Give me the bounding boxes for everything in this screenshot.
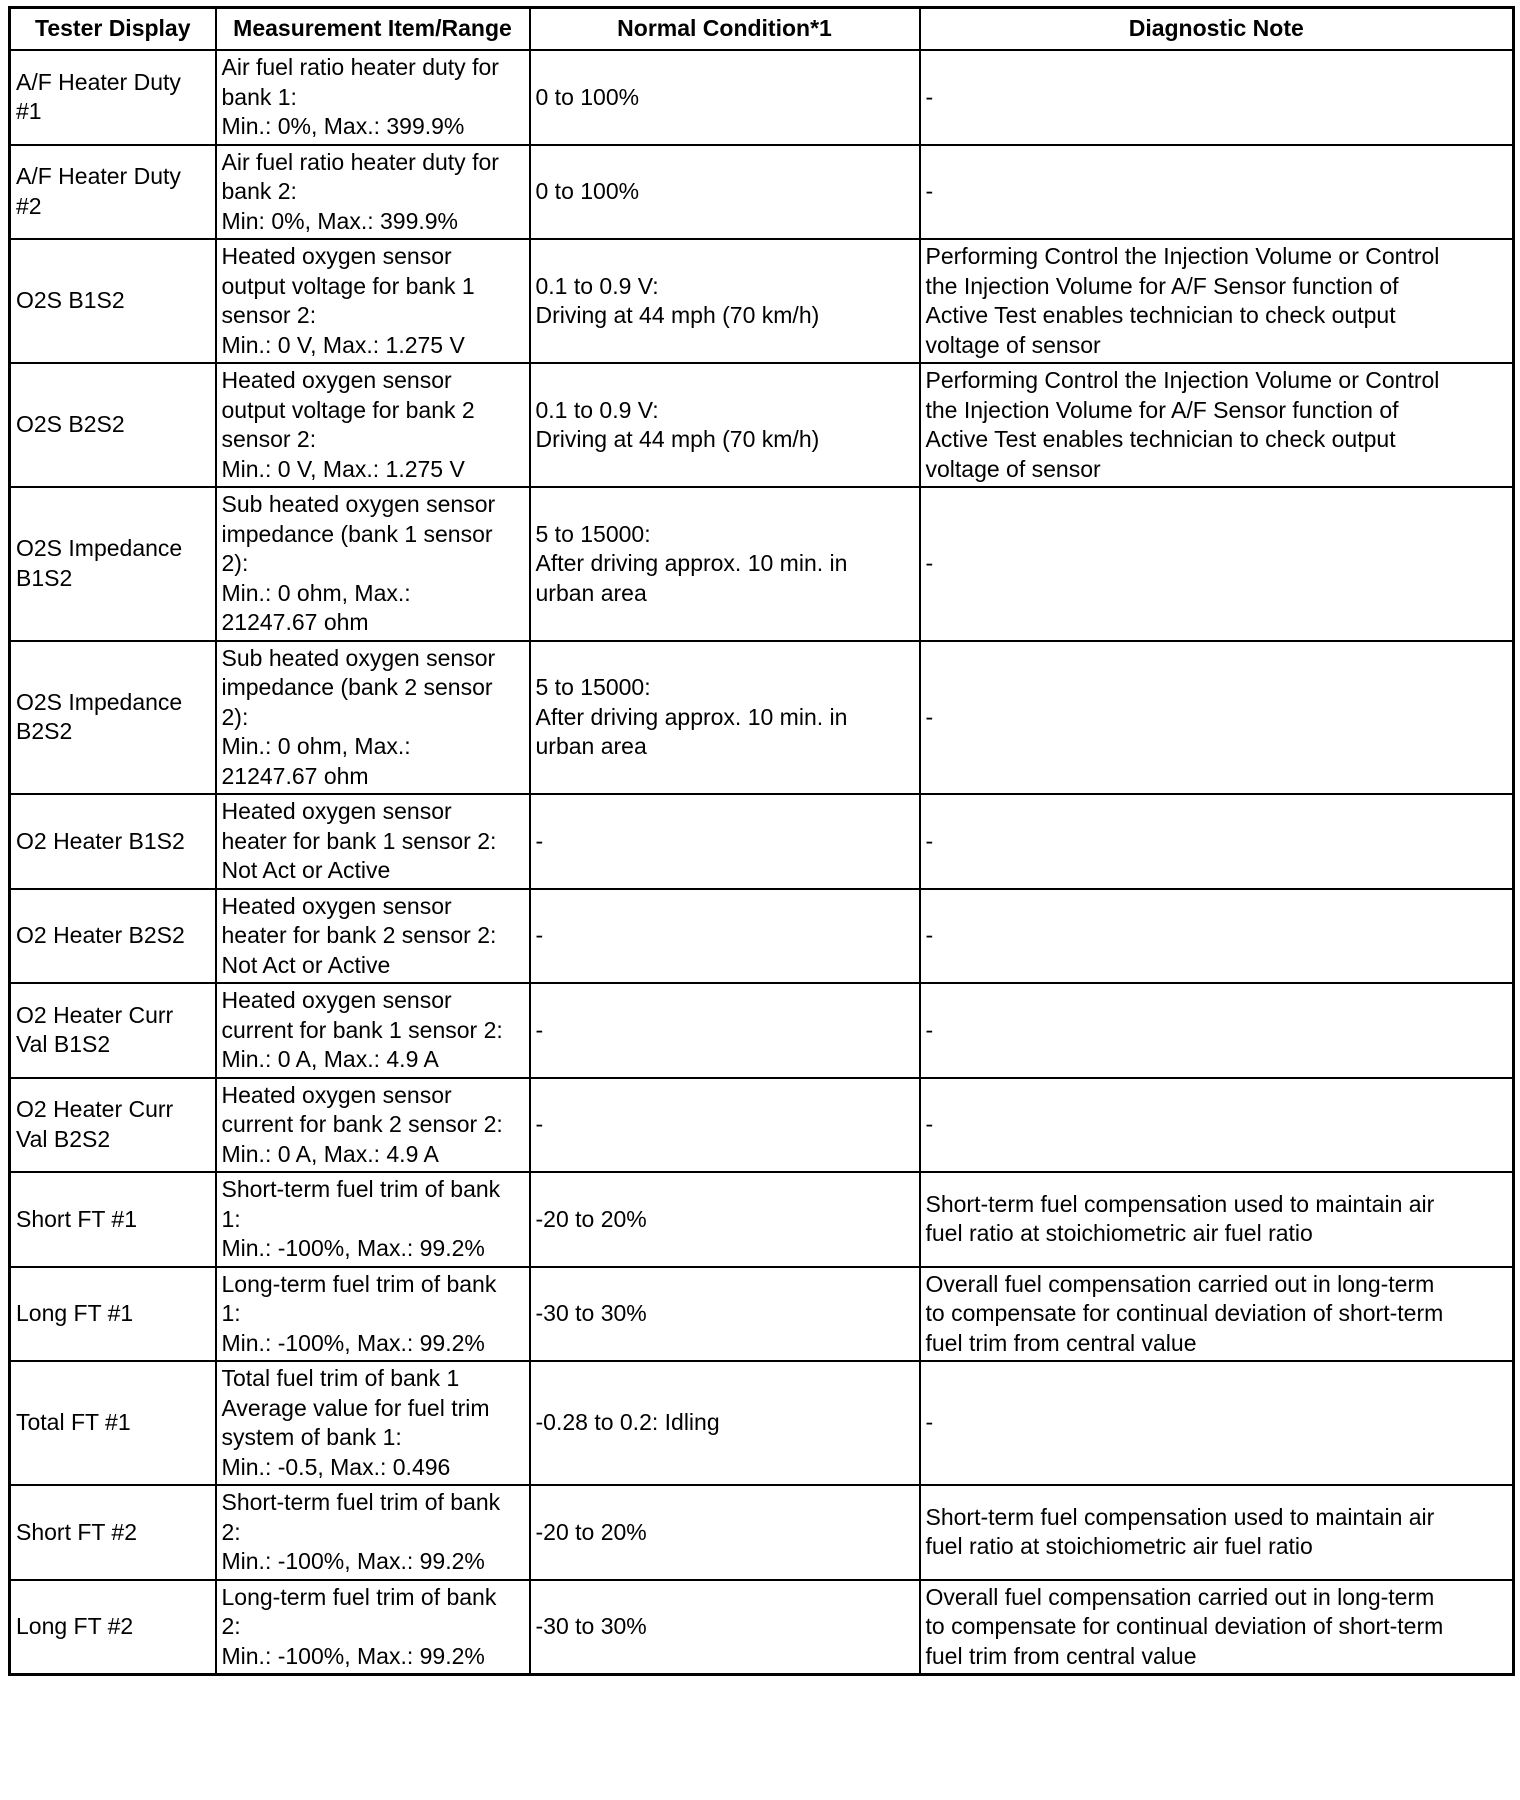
cell-normal-condition: -0.28 to 0.2: Idling: [530, 1361, 920, 1485]
header-row: [10, 8, 1514, 51]
cell-diagnostic-note: -: [920, 487, 1514, 641]
cell-measurement: Air fuel ratio heater duty for bank 2: Min: 0%, Max.: 399.9%: [216, 145, 530, 240]
cell-tester-display: O2 Heater B2S2: [10, 889, 216, 984]
data-list-table: [8, 6, 1515, 1676]
cell-measurement: Total fuel trim of bank 1 Average value for fuel trim system of bank 1: Min.: -0.5, Max.: 0.496: [216, 1361, 530, 1485]
cell-measurement: Heated oxygen sensor output voltage for bank 1 sensor 2: Min.: 0 V, Max.: 1.275 V: [216, 239, 530, 363]
cell-measurement: Long-term fuel trim of bank 2: Min.: -100%, Max.: 99.2%: [216, 1580, 530, 1675]
table-row: [10, 1485, 1514, 1580]
cell-normal-condition: 0.1 to 0.9 V: Driving at 44 mph (70 km/h): [530, 239, 920, 363]
cell-diagnostic-note: Overall fuel compensation carried out in long-term to compensate for continual deviation of short-term fuel trim from central value: [920, 1267, 1514, 1362]
cell-diagnostic-note: -: [920, 145, 1514, 240]
cell-normal-condition: -: [530, 889, 920, 984]
header-diagnostic-note: Diagnostic Note: [920, 8, 1514, 51]
cell-normal-condition: -30 to 30%: [530, 1267, 920, 1362]
cell-tester-display: O2S B1S2: [10, 239, 216, 363]
table-row: [10, 794, 1514, 889]
cell-normal-condition: 0.1 to 0.9 V: Driving at 44 mph (70 km/h): [530, 363, 920, 487]
cell-tester-display: O2 Heater Curr Val B2S2: [10, 1078, 216, 1173]
table-row: [10, 145, 1514, 240]
cell-diagnostic-note: Performing Control the Injection Volume or Control the Injection Volume for A/F Sensor function of Active Test enables technician to check output voltage of sensor: [920, 239, 1514, 363]
cell-diagnostic-note: -: [920, 889, 1514, 984]
cell-normal-condition: 5 to 15000: After driving approx. 10 min. in urban area: [530, 641, 920, 795]
cell-normal-condition: 0 to 100%: [530, 50, 920, 145]
cell-measurement: Air fuel ratio heater duty for bank 1: Min.: 0%, Max.: 399.9%: [216, 50, 530, 145]
cell-measurement: Short-term fuel trim of bank 1: Min.: -100%, Max.: 99.2%: [216, 1172, 530, 1267]
cell-diagnostic-note: Performing Control the Injection Volume or Control the Injection Volume for A/F Sensor function of Active Test enables technician to check output voltage of sensor: [920, 363, 1514, 487]
cell-diagnostic-note: -: [920, 1078, 1514, 1173]
table-row: [10, 1078, 1514, 1173]
cell-normal-condition: -: [530, 983, 920, 1078]
cell-diagnostic-note: -: [920, 50, 1514, 145]
cell-tester-display: A/F Heater Duty #2: [10, 145, 216, 240]
cell-measurement: Heated oxygen sensor current for bank 2 sensor 2: Min.: 0 A, Max.: 4.9 A: [216, 1078, 530, 1173]
document-page: [8, 6, 1512, 1676]
cell-measurement: Sub heated oxygen sensor impedance (bank 1 sensor 2): Min.: 0 ohm, Max.: 21247.67 ohm: [216, 487, 530, 641]
cell-normal-condition: -: [530, 1078, 920, 1173]
cell-normal-condition: 5 to 15000: After driving approx. 10 min. in urban area: [530, 487, 920, 641]
cell-tester-display: O2S Impedance B2S2: [10, 641, 216, 795]
cell-measurement: Heated oxygen sensor output voltage for bank 2 sensor 2: Min.: 0 V, Max.: 1.275 V: [216, 363, 530, 487]
cell-measurement: Sub heated oxygen sensor impedance (bank 2 sensor 2): Min.: 0 ohm, Max.: 21247.67 ohm: [216, 641, 530, 795]
cell-tester-display: Short FT #2: [10, 1485, 216, 1580]
cell-normal-condition: -20 to 20%: [530, 1172, 920, 1267]
cell-tester-display: Long FT #1: [10, 1267, 216, 1362]
table-row: [10, 641, 1514, 795]
table-row: [10, 363, 1514, 487]
cell-tester-display: Long FT #2: [10, 1580, 216, 1675]
cell-tester-display: O2S Impedance B1S2: [10, 487, 216, 641]
cell-diagnostic-note: -: [920, 794, 1514, 889]
cell-tester-display: Short FT #1: [10, 1172, 216, 1267]
table-row: [10, 1267, 1514, 1362]
cell-diagnostic-note: Short-term fuel compensation used to maintain air fuel ratio at stoichiometric air fuel ratio: [920, 1485, 1514, 1580]
cell-measurement: Heated oxygen sensor heater for bank 1 sensor 2: Not Act or Active: [216, 794, 530, 889]
header-tester-display: Tester Display: [10, 8, 216, 51]
cell-diagnostic-note: -: [920, 983, 1514, 1078]
cell-diagnostic-note: -: [920, 1361, 1514, 1485]
table-row: [10, 50, 1514, 145]
header-normal-condition: Normal Condition*1: [530, 8, 920, 51]
cell-measurement: Short-term fuel trim of bank 2: Min.: -100%, Max.: 99.2%: [216, 1485, 530, 1580]
cell-measurement: Long-term fuel trim of bank 1: Min.: -100%, Max.: 99.2%: [216, 1267, 530, 1362]
table-row: [10, 983, 1514, 1078]
cell-tester-display: O2 Heater B1S2: [10, 794, 216, 889]
cell-tester-display: Total FT #1: [10, 1361, 216, 1485]
cell-tester-display: A/F Heater Duty #1: [10, 50, 216, 145]
table-row: [10, 1172, 1514, 1267]
table-row: [10, 889, 1514, 984]
header-measurement: Measurement Item/Range: [216, 8, 530, 51]
cell-tester-display: O2 Heater Curr Val B1S2: [10, 983, 216, 1078]
cell-measurement: Heated oxygen sensor heater for bank 2 sensor 2: Not Act or Active: [216, 889, 530, 984]
cell-tester-display: O2S B2S2: [10, 363, 216, 487]
table-row: [10, 487, 1514, 641]
cell-normal-condition: -: [530, 794, 920, 889]
cell-diagnostic-note: Short-term fuel compensation used to maintain air fuel ratio at stoichiometric air fuel ratio: [920, 1172, 1514, 1267]
cell-normal-condition: -20 to 20%: [530, 1485, 920, 1580]
cell-normal-condition: 0 to 100%: [530, 145, 920, 240]
cell-measurement: Heated oxygen sensor current for bank 1 sensor 2: Min.: 0 A, Max.: 4.9 A: [216, 983, 530, 1078]
table-row: [10, 239, 1514, 363]
cell-diagnostic-note: -: [920, 641, 1514, 795]
cell-diagnostic-note: Overall fuel compensation carried out in long-term to compensate for continual deviation of short-term fuel trim from central value: [920, 1580, 1514, 1675]
table-row: [10, 1580, 1514, 1675]
cell-normal-condition: -30 to 30%: [530, 1580, 920, 1675]
table-row: [10, 1361, 1514, 1485]
